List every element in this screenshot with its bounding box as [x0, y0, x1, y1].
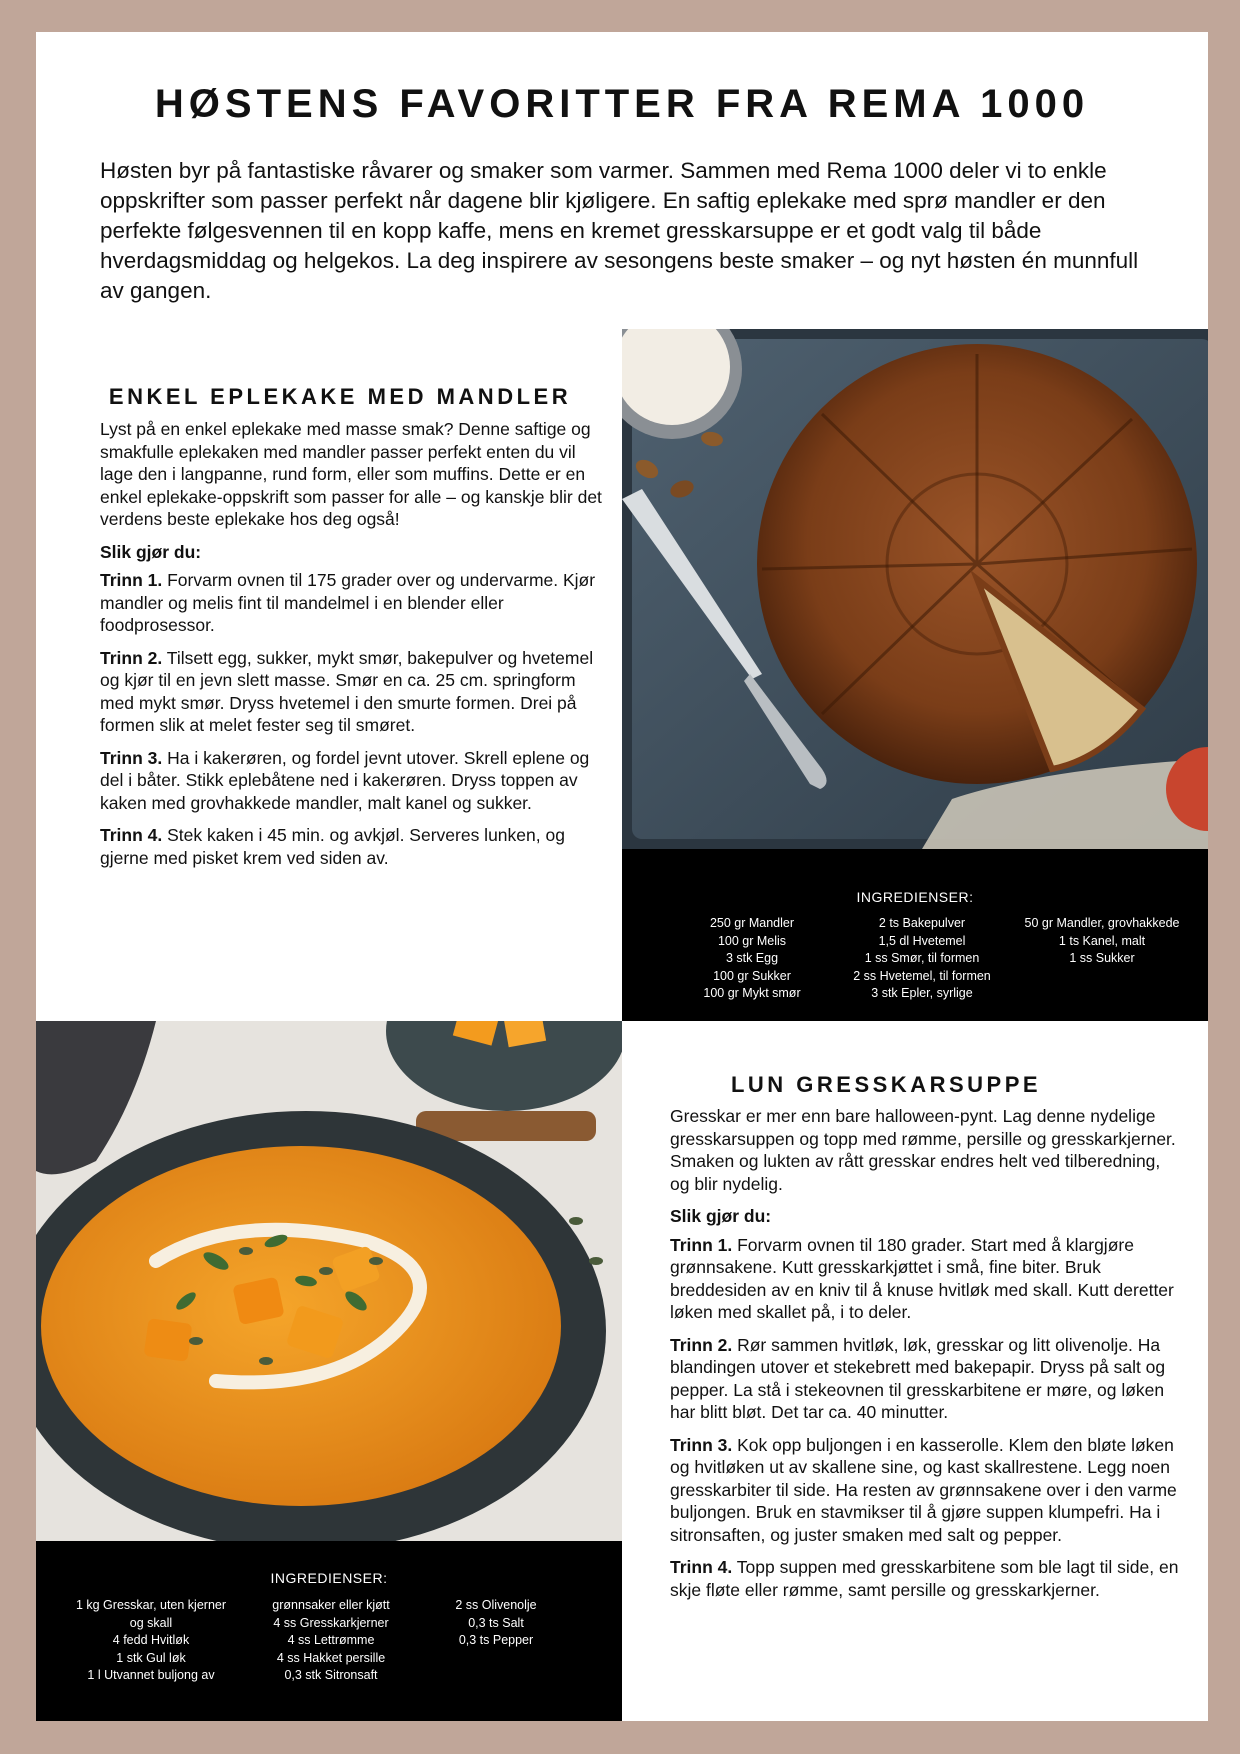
cake-photo [622, 329, 1208, 849]
cake-step-label: Trinn 4. [100, 825, 163, 845]
cake-ingredients-title: INGREDIENSER: [856, 889, 974, 905]
soup-ingredients-col [56, 1597, 246, 1685]
cake-how-label: Slik gjør du: [100, 541, 202, 562]
ingredient: 0,3 stk Sitronsaft [284, 1668, 378, 1682]
ingredient: 0,3 ts Pepper [458, 1633, 534, 1647]
soup-step-label: Trinn 3. [670, 1434, 733, 1455]
cake-step-text: Tilsett egg, sukker, mykt smør, bakepulver og hvetemel og kjør til en jevn slett masse. Smør en ca. 25 cm. springform med mykt smør. Dryss hvetemel i den smurte formen. Drei på formen slik at melet fester seg til smøret. [100, 647, 594, 735]
cake-step-text: Ha i kakerøren, og fordel jevnt utover. Skrell eplene og del i båter. Stikk eplebåtene ned i kakerøren. Dryss toppen av kaken med grovhakkede mandler, malt kanel og sukker. [100, 747, 590, 813]
soup-step-label: Trinn 4. [670, 1557, 733, 1577]
ingredient: 4 ss Gresskarkjerner [273, 1615, 389, 1630]
ingredient: 3 stk Egg [725, 951, 779, 965]
page-title: HØSTENS FAVORITTER FRA REMA 1000 [154, 82, 1090, 126]
soup-step [670, 1556, 1180, 1601]
ingredient: 2 ss Olivenolje [455, 1598, 537, 1612]
soup-step [670, 1434, 1180, 1547]
cake-step [100, 569, 612, 637]
soup-step [670, 1334, 1180, 1424]
cake-recipe [100, 418, 612, 879]
cake-ingredients-col [832, 915, 1012, 1003]
intro-text: Høsten byr på fantastiske råvarer og smaker som varmer. Sammen med Rema 1000 deler vi to enkle oppskrifter som passer perfekt når dagene blir kjøligere. En saftig eplekake med sprø mandler er den perfekte følgesvennen til en kopp kaffe, mens en kremet gresskarsuppe er et godt valg til både hverdagsmiddag og helgekos. La deg inspirere av sesongens beste smaker – og nyt høsten én munnfull av gangen. [100, 158, 1139, 303]
ingredient: 4 ss Lettrømme [287, 1633, 375, 1647]
cake-ingredients-box [622, 849, 1208, 1021]
ingredient: 2 ts Bakepulver [878, 916, 966, 930]
cake-title: ENKEL EPLEKAKE MED MANDLER [108, 384, 572, 409]
page [36, 32, 1208, 1721]
soup-how-label: Slik gjør du: [670, 1206, 772, 1226]
soup-ingredients-col [416, 1597, 576, 1650]
ingredient: 3 stk Epler, syrlige [871, 986, 973, 1000]
ingredient: 100 gr Melis [717, 933, 787, 948]
soup-step-label: Trinn 1. [670, 1234, 733, 1255]
ingredient: og skall [129, 1615, 173, 1630]
ingredient: 1 stk Gul løk [116, 1650, 186, 1665]
soup-ingredients-title: INGREDIENSER: [270, 1570, 388, 1586]
ingredient: 4 ss Hakket persille [276, 1650, 386, 1665]
soup-step-text: Topp suppen med gresskarbitene som ble lagt til side, en skje fløte eller rømme, samt persille og gresskarkjerner. [670, 1557, 1179, 1600]
soup-photo [36, 1021, 622, 1541]
ingredient: 0,3 ts Salt [468, 1615, 524, 1630]
cake-step-label: Trinn 2. [100, 647, 163, 668]
ingredient: 2 ss Hvetemel, til formen [853, 968, 991, 983]
ingredient: 100 gr Mykt smør [703, 986, 801, 1000]
soup-step-text: Kok opp buljongen i en kasserolle. Klem den bløte løken og hvitløken ut av skallene sine, og kast skallrestene. Legg noen gresskarbiter til side. Ha resten av grønnsakene over i den varme buljongen. Bruk en stavmikser til å gjøre suppen klumpefri. Ha i sitronsaften, og juster smaken med salt og pepper. [670, 1434, 1177, 1545]
cake-step-text: Stek kaken i 45 min. og avkjøl. Serveres lunken, og gjerne med pisket krem ved siden av. [100, 825, 565, 868]
ingredient: 1 ss Smør, til formen [864, 951, 980, 965]
cake-step-label: Trinn 1. [100, 570, 163, 590]
cake-ingredients-col [1002, 915, 1202, 968]
cake-step [100, 647, 612, 737]
ingredient: 1 l Utvannet buljong av [87, 1668, 215, 1682]
ingredient: 250 gr Mandler [709, 916, 795, 930]
ingredient: 1 ss Sukker [1069, 951, 1135, 965]
ingredient: 1 kg Gresskar, uten kjerner [75, 1598, 227, 1612]
soup-step [670, 1234, 1180, 1324]
ingredient: 4 fedd Hvitløk [112, 1633, 190, 1647]
soup-description: Gresskar er mer enn bare halloween-pynt. Lag denne nydelige gresskarsuppen og topp med rømme, persille og gresskarkjerner. Smaken og lukten av rått gresskar endres helt ved tilberedning, og blir nydelig. [670, 1106, 1176, 1194]
cake-description: Lyst på en enkel eplekake med masse smak? Denne saftige og smakfulle eplekaken med mandler passer perfekt enten du vil lage den i langpanne, rund form, eller som muffins. Dette er en enkel eplekake-oppskrift som passer for alle – og kanskje blir det verdens beste eplekake hos deg også! [100, 419, 602, 529]
ingredient: grønnsaker eller kjøtt [272, 1598, 390, 1612]
ingredient: 100 gr Sukker [713, 968, 791, 983]
soup-ingredients-box [36, 1541, 622, 1721]
cake-step [100, 824, 612, 869]
soup-step-text: Rør sammen hvitløk, løk, gresskar og litt olivenolje. Ha blandingen utover et stekebrett med bakepapir. Dryss på salt og pepper. La stå i stekeovnen til gresskarbitene er møre, og løken har blitt bløt. Det tar ca. 40 minutter. [670, 1334, 1166, 1422]
soup-ingredients-col [236, 1597, 426, 1685]
soup-recipe [670, 1105, 1180, 1611]
cake-step [100, 747, 612, 815]
ingredient: 1 ts Kanel, malt [1058, 933, 1146, 948]
soup-step-label: Trinn 2. [670, 1334, 733, 1355]
ingredient: 50 gr Mandler, grovhakkede [1024, 916, 1180, 930]
soup-step-text: Forvarm ovnen til 180 grader. Start med å klargjøre grønnsakene. Kutt gresskarkjøttet i små, fine biter. Bruk breddesiden av en kniv til å knuse hvitløk med skall. Kutt deretter løken med skallet på, i to deler. [670, 1234, 1174, 1322]
soup-title: LUN GRESSKARSUPPE [730, 1072, 1042, 1097]
cake-step-label: Trinn 3. [100, 747, 163, 768]
cake-ingredients-col [662, 915, 842, 1003]
cake-step-text: Forvarm ovnen til 175 grader over og undervarme. Kjør mandler og melis fint til mandelmel i en blender eller foodprosessor. [100, 570, 596, 635]
ingredient: 1,5 dl Hvetemel [878, 933, 966, 948]
